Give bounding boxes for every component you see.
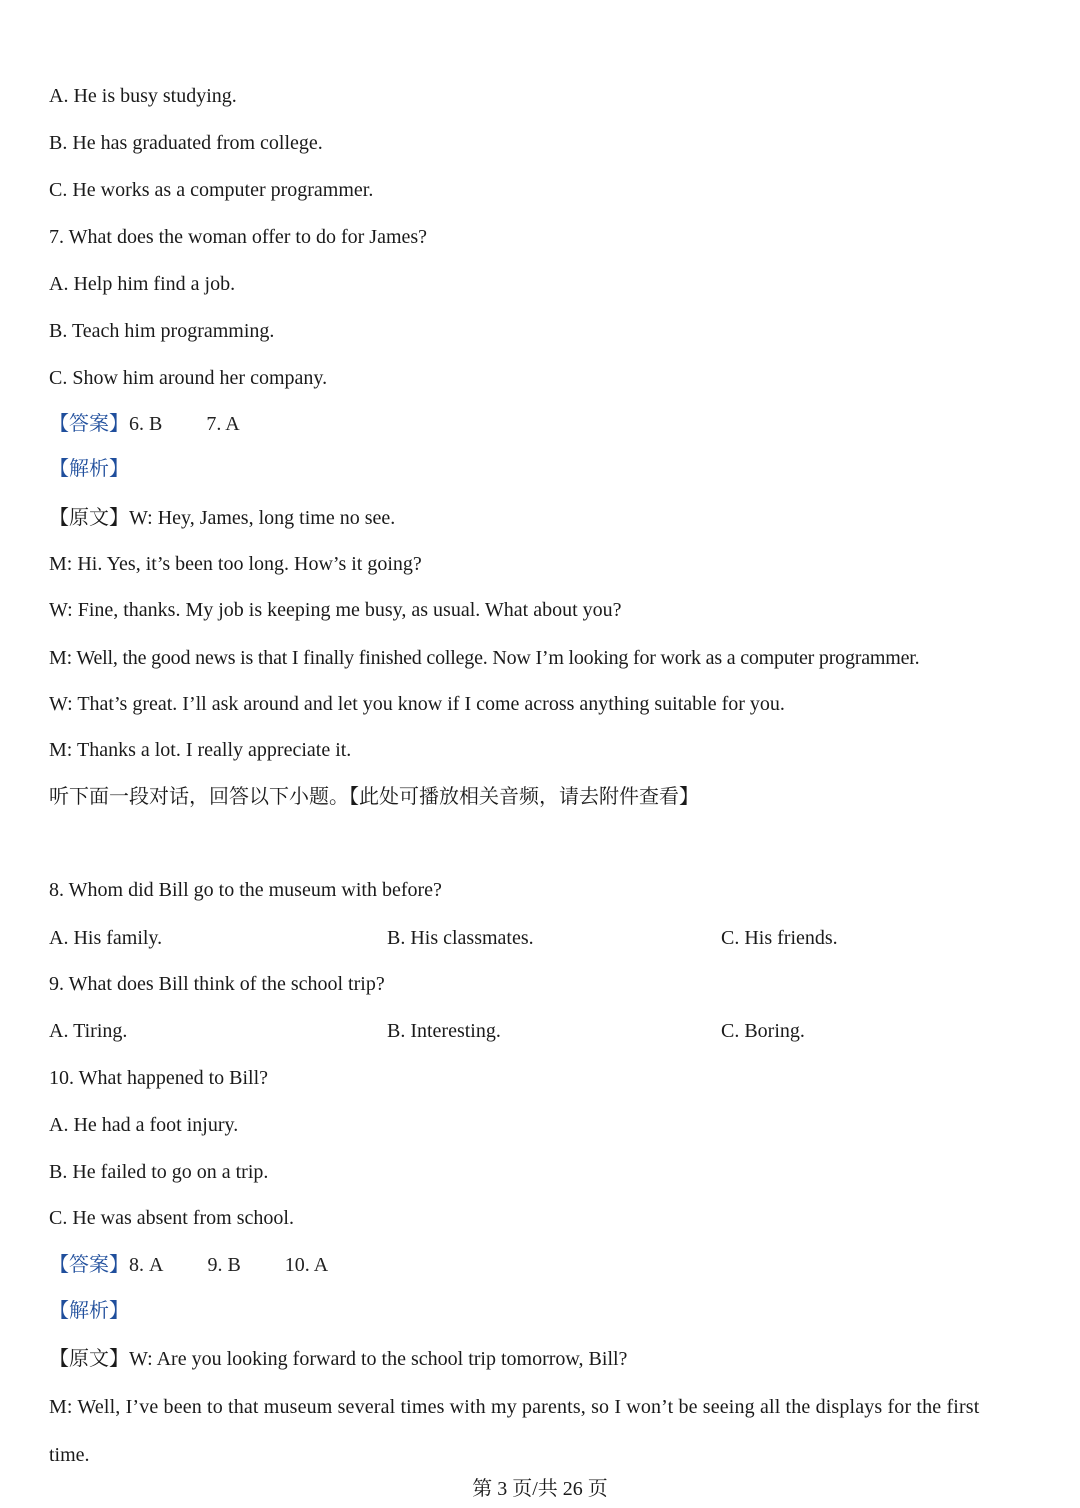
transcript-2-line-0	[49, 1346, 627, 1372]
analysis-tag: 【解析】	[49, 458, 129, 480]
answer-7: 7. A	[206, 413, 240, 435]
q10-option-b: B. He failed to go on a trip.	[49, 1161, 269, 1183]
answer-row-2	[49, 1252, 328, 1278]
transcript-text: W: Are you looking forward to the school trip tomorrow, Bill?	[129, 1348, 628, 1370]
transcript-1-line-1: M: Hi. Yes, it’s been too long. How’s it going?	[49, 553, 422, 575]
transcript-tag: 【原文】	[49, 507, 129, 529]
q8-option-c: C. His friends.	[721, 927, 838, 949]
listening-instruction: 听下面一段对话，回答以下小题。【此处可播放相关音频，请去附件查看】	[49, 786, 699, 808]
transcript-1-line-0	[49, 505, 395, 531]
answer-8: 8. A	[129, 1254, 164, 1276]
answer-9: 9. B	[207, 1254, 241, 1276]
answer-tag: 【答案】	[49, 1254, 129, 1276]
q7-option-b: B. Teach him programming.	[49, 320, 275, 342]
transcript-1-line-2: W: Fine, thanks. My job is keeping me busy, as usual. What about you?	[49, 599, 622, 621]
answer-tag: 【答案】	[49, 413, 129, 435]
transcript-1-line-3: M: Well, the good news is that I finally finished college. Now I’m looking for work as a computer programmer.	[49, 647, 920, 669]
q10-question: 10. What happened to Bill?	[49, 1067, 269, 1089]
q6-option-b: B. He has graduated from college.	[49, 132, 323, 154]
answer-10: 10. A	[284, 1254, 329, 1276]
answer-6: 6. B	[129, 413, 163, 435]
transcript-1-line-4: W: That’s great. I’ll ask around and let you know if I come across anything suitable for you.	[49, 693, 785, 715]
q8-option-a: A. His family.	[49, 927, 163, 949]
q10-option-c: C. He was absent from school.	[49, 1207, 294, 1229]
transcript-2-line-1: M: Well, I’ve been to that museum several times with my parents, so I won’t be seeing all the displays for the first	[49, 1396, 980, 1418]
transcript-1-line-5: M: Thanks a lot. I really appreciate it.	[49, 739, 352, 761]
transcript-tag: 【原文】	[49, 1348, 129, 1370]
q9-option-b: B. Interesting.	[387, 1020, 501, 1042]
q7-option-a: A. Help him find a job.	[49, 273, 236, 295]
q8-option-b: B. His classmates.	[387, 927, 534, 949]
q6-option-a: A. He is busy studying.	[49, 85, 237, 107]
q7-question: 7. What does the woman offer to do for James?	[49, 226, 428, 248]
page-footer: 第 3 页/共 26 页	[472, 1478, 608, 1500]
analysis-row-2	[49, 1298, 129, 1324]
q8-question: 8. Whom did Bill go to the museum with before?	[49, 879, 442, 901]
transcript-text: W: Hey, James, long time no see.	[129, 507, 396, 529]
analysis-tag: 【解析】	[49, 1300, 129, 1322]
q10-option-a: A. He had a foot injury.	[49, 1114, 239, 1136]
analysis-row-1	[49, 456, 129, 482]
transcript-2-line-2: time.	[49, 1444, 90, 1466]
q9-question: 9. What does Bill think of the school trip?	[49, 973, 385, 995]
q7-option-c: C. Show him around her company.	[49, 367, 328, 389]
q9-option-c: C. Boring.	[721, 1020, 805, 1042]
q6-option-c: C. He works as a computer programmer.	[49, 179, 374, 201]
answer-row-1	[49, 411, 240, 437]
q9-option-a: A. Tiring.	[49, 1020, 128, 1042]
